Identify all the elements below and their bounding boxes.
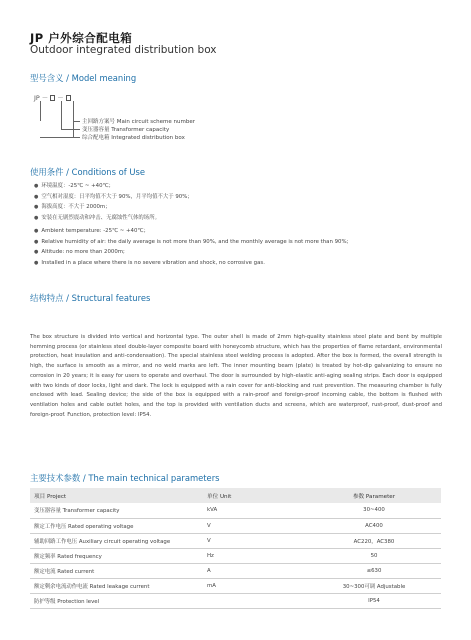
page-title-cn: JP 户外综合配电箱 (30, 31, 133, 45)
condition-cn-item: ● 海拔高度：不大于 2000m； (34, 202, 193, 213)
conditions-list-cn (34, 181, 193, 223)
model-line-capacity: 变压器容量 Transformer capacity (82, 127, 170, 133)
table-row (30, 533, 441, 548)
table-row (30, 578, 441, 593)
cell-parameter: ≤630 (307, 563, 441, 578)
cell-parameter: 50 (307, 548, 441, 563)
condition-en-item: ● Installed in a place where there is no severe vibration and shock, no corrosive gas. (34, 258, 348, 269)
table-row (30, 563, 441, 578)
page-title-en: Outdoor integrated distribution box (30, 44, 217, 56)
model-code-box-1 (50, 95, 55, 101)
cell-project: 额定频率 Rated frequency (30, 548, 203, 563)
cell-unit: V (203, 518, 307, 533)
table-row (30, 503, 441, 518)
condition-en-item: ● Ambient temperature: -25℃ ~ +40℃； (34, 226, 348, 237)
cell-unit: Hz (203, 548, 307, 563)
model-meaning-heading: 型号含义 / Model meaning (30, 73, 137, 83)
condition-en-item: ● Altitude: no more than 2000m; (34, 247, 348, 258)
cell-parameter: AC220，AC380 (307, 533, 441, 548)
model-line-scheme: 主回路方案号 Main circuit scheme number (82, 119, 195, 125)
parameters-table (30, 488, 441, 609)
table-row (30, 548, 441, 563)
structural-paragraph-en: The box structure is divided into vertical and horizontal type. The outer shell is made of 2mm high-quality stainless steel plate and bent by multiple hemming process (or stainless steel double-layer composite board with honeycomb structure, which has the properties of flame retardant, environmental protection, heat insulation and anti-condensation). The special stainless steel welding process is adopted. After the box is formed, the overall strength is high, the surface is smooth as a mirror, and no weld marks are left. The inner mounting beam (plate) is treated by hot-dip galvanizing to ensure no corrosion in 20 years; it is easy for users to operate and overhaul. The door is surrounded by high-elastic anti-aging sealing strips. Each door is equipped with two kinds of door locks, light and dark. The lock is equipped with a rain cover for anti-blocking and rust prevention. The measuring chamber is fully enclosed with lead. Sealing device; the side of the box is equipped with a rain-proof and foreign-proof incoming cable, the bottom is flushed with ventilation holes and cable outlet holes, and the top is provided with ventilation ducts and screens, which are waterproof, rust-proof, dust-proof and foreign-proof. Function, protection level: IP54. (30, 334, 442, 418)
table-row (30, 593, 441, 608)
condition-cn-item: ● 安装在无剧烈震动和冲击、无腐蚀性气体的场所。 (34, 213, 193, 224)
cell-project: 额定工作电压 Rated operating voltage (30, 518, 203, 533)
bracket-line-3 (40, 101, 41, 121)
cell-project: 变压器容量 Transformer capacity (30, 503, 203, 518)
header-project: 项目 Project (30, 488, 203, 503)
cell-unit: V (203, 533, 307, 548)
parameters-heading: 主要技术参数 / The main technical parameters (30, 473, 220, 483)
bracket-line-2 (61, 101, 62, 130)
table-row (30, 518, 441, 533)
conditions-heading: 使用条件 / Conditions of Use (30, 167, 146, 177)
cell-project: 防护等级 Protection level (30, 593, 203, 608)
model-code-separator-2: － (57, 94, 64, 102)
cell-parameter: IP54 (307, 593, 441, 608)
cell-unit (203, 593, 307, 608)
condition-cn-item: ● 空气相对湿度：日平均值不大于 90%，月平均值不大于 90%； (34, 192, 193, 203)
header-unit: 单位 Unit (203, 488, 307, 503)
cell-unit: A (203, 563, 307, 578)
table-header-row (30, 488, 441, 503)
bracket-line-1 (73, 101, 74, 138)
bracket-tick-3 (40, 137, 80, 138)
condition-en-item: ● Relative humidity of air: the daily average is not more than 90%, and the monthly average is not more than 90%; (34, 237, 348, 248)
cell-project: 额定剩余电流动作电流 Rated leakage current (30, 578, 203, 593)
model-code-box-2 (66, 95, 71, 101)
structural-heading: 结构特点 / Structural features (30, 293, 151, 303)
cell-parameter: AC400 (307, 518, 441, 533)
cell-unit: kVA (203, 503, 307, 518)
model-code-prefix: JP (34, 94, 40, 102)
cell-project: 额定电流 Rated current (30, 563, 203, 578)
cell-unit: mA (203, 578, 307, 593)
cell-parameter: 30~300可调 Adjustable (307, 578, 441, 593)
cell-parameter: 30~400 (307, 503, 441, 518)
condition-cn-item: ● 环境温度：-25℃ ~ +40℃； (34, 181, 193, 192)
bracket-tick-2 (61, 129, 80, 130)
conditions-list-en (34, 226, 348, 268)
cell-project: 辅助回路工作电压 Auxiliary circuit operating voltage (30, 533, 203, 548)
model-code-separator: － (41, 94, 49, 102)
model-line-box: 综合配电箱 Integrated distribution box (82, 135, 185, 141)
bracket-tick-1 (73, 121, 80, 122)
header-parameter: 参数 Parameter (307, 488, 441, 503)
